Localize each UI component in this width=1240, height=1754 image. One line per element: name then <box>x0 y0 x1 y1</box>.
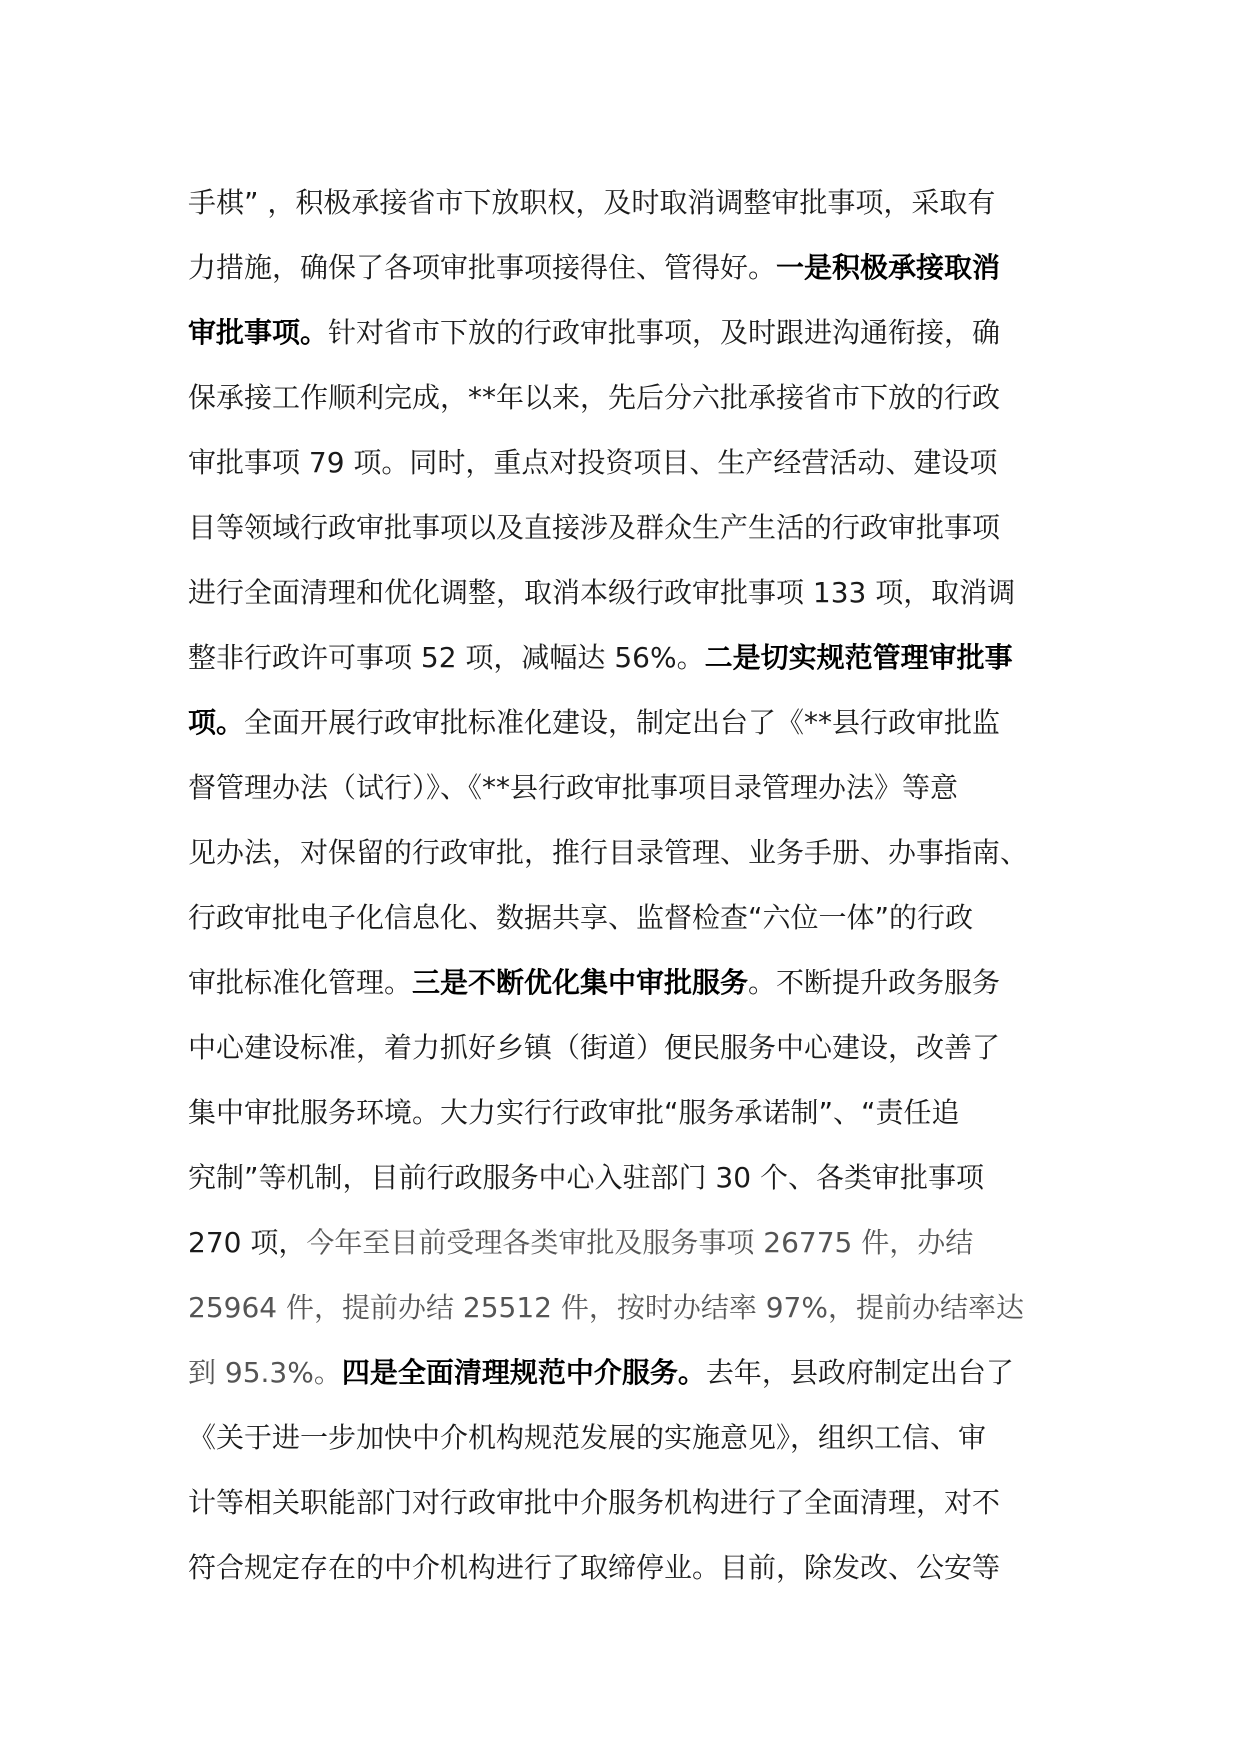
text-run: 。不断提升政务服务 <box>748 966 1001 999</box>
text-run: 符合规定存在的中介机构进行了取缔停业。目前，除发改、公安等 <box>188 1551 1001 1584</box>
text-run: 整非行政许可事项 52 项，减幅达 56%。 <box>188 641 705 674</box>
text-run: 目等领域行政审批事项以及直接涉及群众生产生活的行政审批事项 <box>188 511 1001 544</box>
text-run: 行政审批电子化信息化、数据共享、监督检查“六位一体”的行政 <box>188 901 974 934</box>
text-line <box>188 300 1088 365</box>
text-line <box>188 1535 1088 1600</box>
text-line <box>188 690 1088 755</box>
text-line <box>188 1145 1088 1210</box>
text-run: 审批事项 79 项。同时，重点对投资项目、生产经营活动、建设项 <box>188 446 998 479</box>
statistics-run: 25964 件，提前办结 25512 件，按时办结率 97%，提前办结率达 <box>188 1291 1024 1324</box>
text-run: 见办法，对保留的行政审批，推行目录管理、业务手册、办事指南、 <box>188 836 1029 869</box>
bold-heading-run: 二是切实规范管理审批事 <box>704 641 1013 674</box>
text-run: 力措施，确保了各项审批事项接得住、管得好。 <box>188 251 777 284</box>
bold-heading-run: 三是不断优化集中审批服务 <box>412 966 749 999</box>
text-line <box>188 495 1088 560</box>
text-line <box>188 950 1088 1015</box>
text-line <box>188 625 1088 690</box>
text-line <box>188 820 1088 885</box>
text-line <box>188 235 1088 300</box>
bold-heading-run: 项。 <box>188 706 245 739</box>
statistics-run: 今年至目前受理各类审批及服务事项 26775 件，办结 <box>306 1226 974 1259</box>
text-line <box>188 170 1088 235</box>
text-run: 全面开展行政审批标准化建设，制定出台了《**县行政审批监 <box>244 706 1001 739</box>
text-line <box>188 560 1088 625</box>
text-run: 计等相关职能部门对行政审批中介服务机构进行了全面清理，对不 <box>188 1486 1001 1519</box>
text-run: 《关于进一步加快中介机构规范发展的实施意见》，组织工信、审 <box>188 1421 987 1454</box>
text-run: 保承接工作顺利完成，**年以来，先后分六批承接省市下放的行政 <box>188 381 1001 414</box>
text-run: 手棋” ，积极承接省市下放职权，及时取消调整审批事项，采取有 <box>188 186 996 219</box>
text-run: 去年，县政府制定出台了 <box>705 1356 1014 1389</box>
text-run: 270 项， <box>188 1226 307 1259</box>
bold-heading-run: 审批事项。 <box>188 316 329 349</box>
body-paragraph <box>188 170 1088 1600</box>
text-line <box>188 430 1088 495</box>
bold-heading-run: 四是全面清理规范中介服务。 <box>341 1356 706 1389</box>
text-line <box>188 365 1088 430</box>
text-line <box>188 885 1088 950</box>
text-line <box>188 1340 1088 1405</box>
text-run: 针对省市下放的行政审批事项，及时跟进沟通衔接，确 <box>328 316 1001 349</box>
text-run: 进行全面清理和优化调整，取消本级行政审批事项 133 项，取消调 <box>188 576 1016 609</box>
text-line <box>188 755 1088 820</box>
text-run: 中心建设标准，着力抓好乡镇（街道）便民服务中心建设，改善了 <box>188 1031 1001 1064</box>
bold-heading-run: 一是积极承接取消 <box>776 251 1001 284</box>
text-line <box>188 1015 1088 1080</box>
text-line <box>188 1405 1088 1470</box>
text-run: 审批标准化管理。 <box>188 966 413 999</box>
text-line <box>188 1210 1088 1275</box>
text-line <box>188 1080 1088 1145</box>
text-line <box>188 1275 1088 1340</box>
text-line <box>188 1470 1088 1535</box>
text-run: 究制”等机制，目前行政服务中心入驻部门 30 个、各类审批事项 <box>188 1161 984 1194</box>
statistics-run: 到 95.3%。 <box>188 1356 342 1389</box>
text-run: 督管理办法（试行）》、《**县行政审批事项目录管理办法》等意 <box>188 771 959 804</box>
text-run: 集中审批服务环境。大力实行行政审批“服务承诺制”、“责任追 <box>188 1096 960 1129</box>
